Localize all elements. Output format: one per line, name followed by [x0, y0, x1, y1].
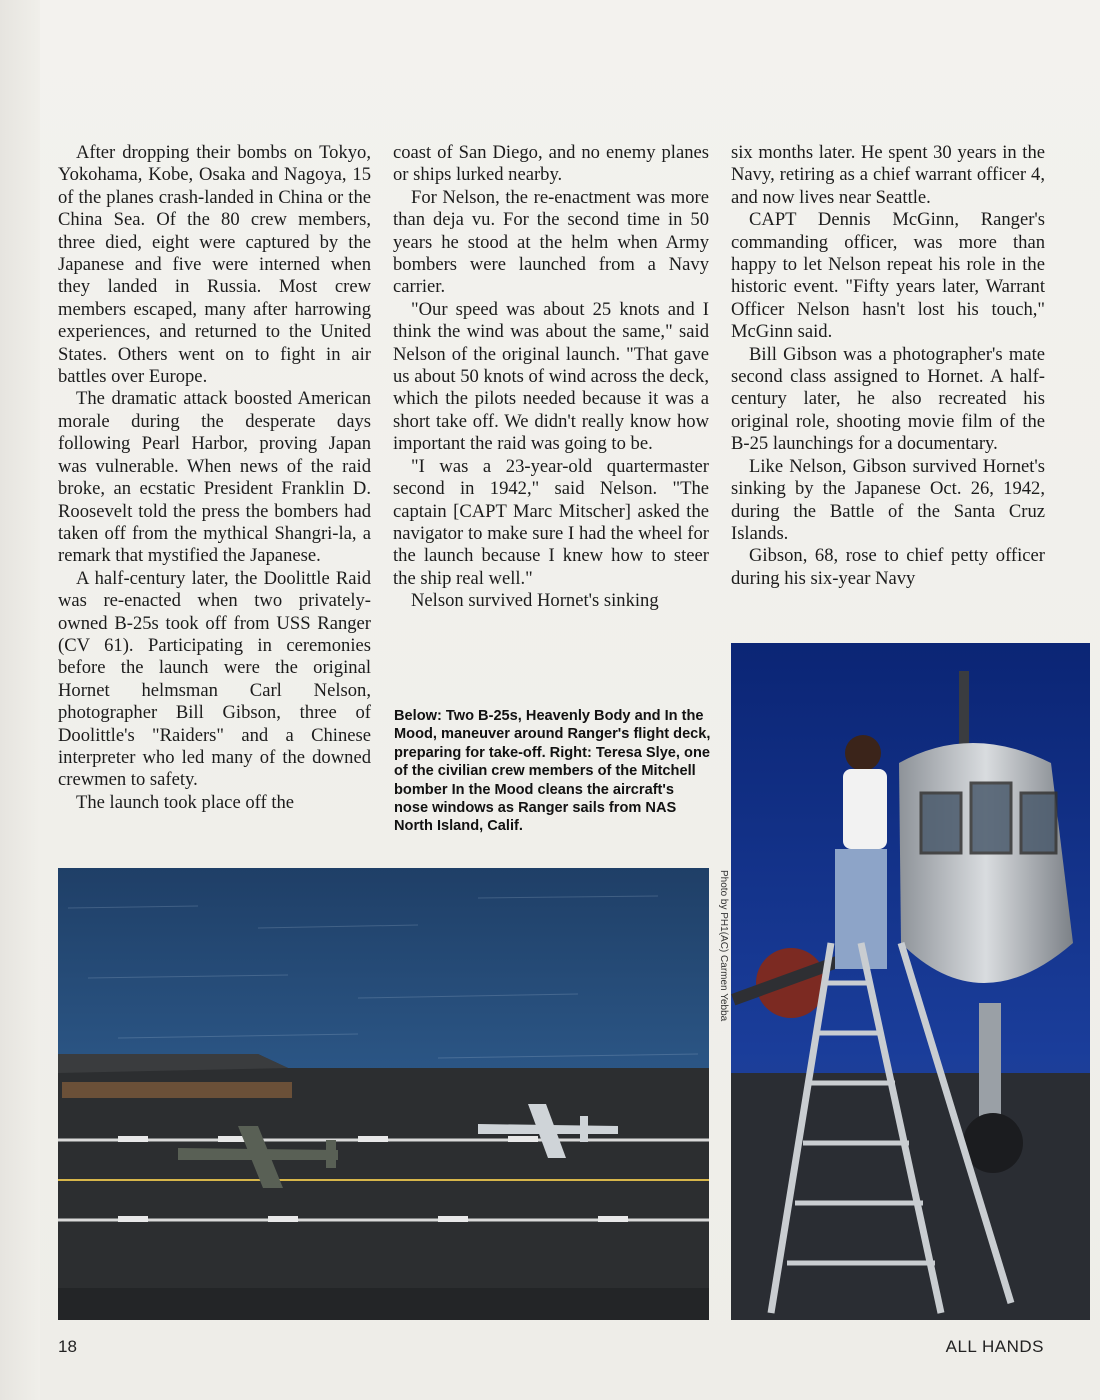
deck-floor	[731, 1073, 1090, 1320]
paragraph: Like Nelson, Gibson survived Hornet's sinking by the Japanese Oct. 26, 1942, during the Battle of the Santa Cruz Islands.	[731, 455, 1045, 544]
text-column-2	[393, 142, 709, 613]
paragraph: CAPT Dennis McGinn, Ranger's commanding officer, was more than happy to let Nelson repeat his role in the historic event. "Fifty years later, Warrant Officer Nelson hasn't lost his touch," McGinn said.	[731, 209, 1045, 343]
paragraph: Gibson, 68, rose to chief petty officer during his six-year Navy	[731, 545, 1045, 589]
photo-credit: Photo by PH1(AC) Carmen Yebba	[718, 870, 729, 1022]
paragraph: After dropping their bombs on Tokyo, Yokohama, Kobe, Osaka and Nagoya, 15 of the planes crash-landed in China or the China Sea. Of the 80 crew members, three died, eight were captured by the Japanese and five were interned when they landed in Russia. Most crew members escaped, many after harrowing experiences, and returned to the United States. Others went on to fight in air battles over Europe.	[58, 142, 371, 388]
nose-cleaning-photo	[731, 643, 1090, 1320]
paragraph: Bill Gibson was a photographer's mate second class assigned to Hornet. A half-century later, he also recreated his original role, shooting movie film of the B-25 launchings for a documentary.	[731, 343, 1045, 455]
photo-caption: Below: Two B-25s, Heavenly Body and In the Mood, maneuver around Ranger's flight deck, preparing for take-off. Right: Teresa Slye, one of the civilian crew members of the Mitchell bomber In the Mood cleans the aircraft's nose windows as Ranger sails from NAS North Island, Calif.	[394, 708, 711, 835]
magazine-title: ALL HANDS	[945, 1337, 1044, 1356]
paragraph: A half-century later, the Doolittle Raid was re-enacted when two privately-owned B-25s took off from USS Ranger (CV 61). Participating in ceremonies before the launch were the original Hornet helmsman Carl Nelson, photographer Bill Gibson, three of Doolittle's "Raiders" and a Chinese interpreter who led many of the downed crewmen to safety.	[58, 567, 371, 791]
woman-figure	[843, 735, 887, 849]
paragraph: "Our speed was about 25 knots and I think the wind was about the same," said Nelson of the original launch. "That gave us about 50 knots of wind across the deck, which the pilots needed because it was a short take off. We didn't really know how important the raid was going to be.	[393, 298, 709, 455]
paragraph: "I was a 23-year-old quartermaster second in 1942," said Nelson. "The captain [CAPT Marc Mitscher] asked the navigator to make sure I had the wheel for the launch because I knew how to steer the ship real well."	[393, 455, 709, 589]
deck-edge-bottom	[58, 1288, 709, 1320]
nose-windows	[921, 783, 1056, 853]
paragraph: The dramatic attack boosted American morale during the desperate days following Pearl Harbor, proving Japan was vulnerable. When news of the raid broke, an ecstatic President Franklin D. Roosevelt told the press the bombers had taken off from the mythical Shangri-la, a remark that mystified the Japanese.	[58, 388, 371, 567]
crowd	[62, 1082, 292, 1098]
paragraph: Nelson survived Hornet's sinking	[411, 590, 659, 612]
nose-cleaning-illustration	[731, 643, 1090, 1320]
page-binding-edge	[0, 0, 40, 1400]
flight-deck-illustration	[58, 868, 709, 1320]
paragraph: six months later. He spent 30 years in the Navy, retiring as a chief warrant officer 4, and now lives near Seattle.	[731, 142, 1045, 208]
flight-deck-photo	[58, 868, 709, 1320]
paragraph: coast of San Diego, and no enemy planes or ships lurked nearby.	[393, 142, 709, 186]
paragraph: The launch took place off the	[76, 791, 295, 813]
paragraph: For Nelson, the re-enactment was more than deja vu. For the second time in 50 years he stood at the helm when Army bombers were launched from a Navy carrier.	[393, 186, 709, 298]
text-column-1	[58, 142, 371, 814]
bomber-nose	[899, 743, 1073, 983]
text-column-3	[731, 142, 1045, 590]
page-number: 18	[58, 1337, 77, 1356]
